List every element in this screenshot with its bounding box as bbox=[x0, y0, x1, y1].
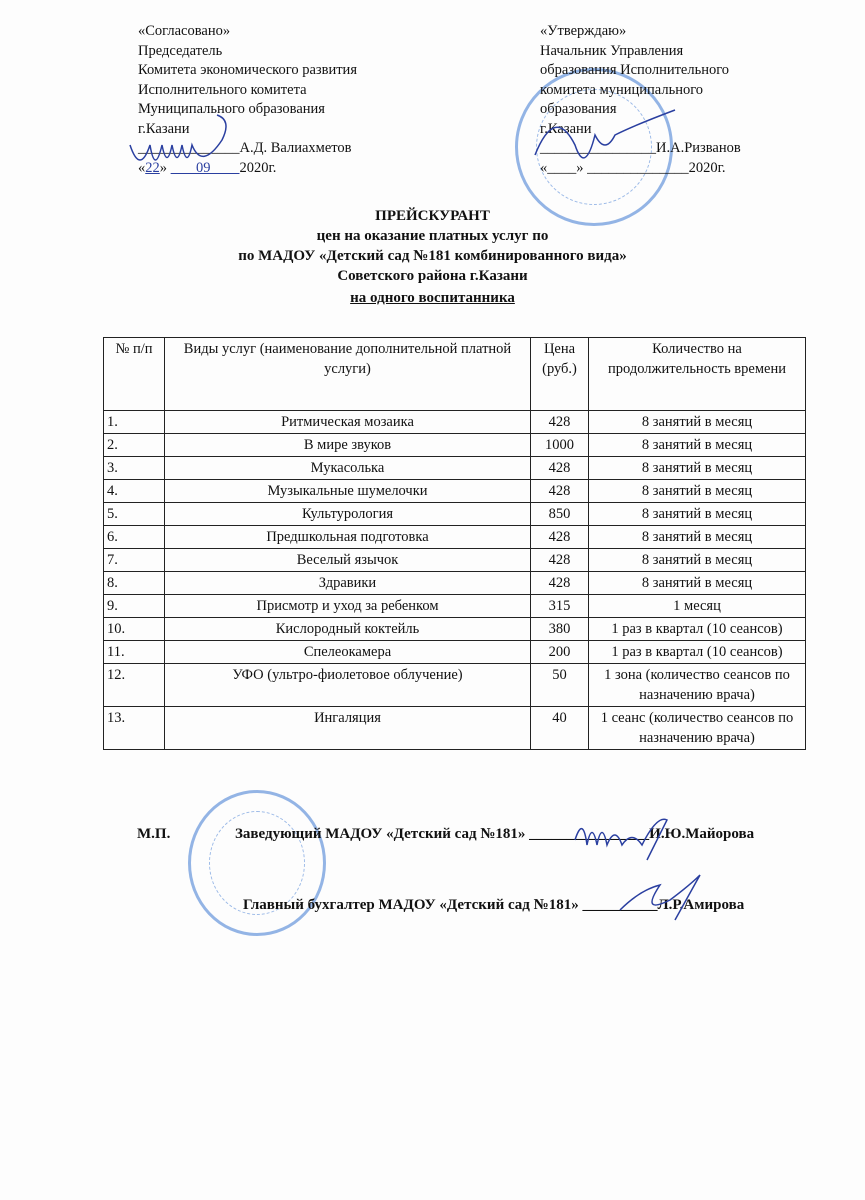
approval-line: г.Казани bbox=[138, 120, 190, 137]
head-signature-line: Заведующий МАДОУ «Детский сад №181» ________________И.Ю.Майорова bbox=[235, 826, 755, 842]
head-title: Заведующий МАДОУ «Детский сад №181» bbox=[235, 826, 526, 842]
row-number: 3. bbox=[104, 457, 165, 480]
header-service: Виды услуг (наименование дополнительной платной услуги) bbox=[165, 338, 531, 411]
approval-line: Председатель bbox=[138, 42, 223, 59]
row-duration: 8 занятий в месяц bbox=[589, 411, 806, 434]
table-row bbox=[104, 549, 806, 572]
table-row bbox=[104, 480, 806, 503]
approval-line: Начальник Управления bbox=[540, 42, 684, 59]
row-number: 9. bbox=[104, 595, 165, 618]
approval-date: «22» 09 2020г. bbox=[138, 159, 277, 176]
approval-line: Муниципального образования bbox=[138, 101, 325, 117]
header-duration: Количество на продолжительность времени bbox=[589, 338, 806, 411]
signature-accountant bbox=[615, 870, 705, 930]
signature-right bbox=[530, 115, 680, 175]
accountant-signature-line: Главный бухгалтер МАДОУ «Детский сад №181» __________Л.Р.Амирова bbox=[243, 897, 745, 913]
row-service: Мукасолька bbox=[165, 457, 531, 480]
approval-line: Исполнительного комитета bbox=[138, 81, 307, 98]
row-service: Ритмическая мозаика bbox=[165, 411, 531, 434]
row-price: 428 bbox=[531, 411, 589, 434]
signature-line: ______________А.Д. Валиахметов bbox=[138, 140, 352, 156]
row-price: 850 bbox=[531, 503, 589, 526]
row-service: Предшкольная подготовка bbox=[165, 526, 531, 549]
approval-line: образования Исполнительного bbox=[540, 62, 730, 78]
row-duration: 1 раз в квартал (10 сеансов) bbox=[589, 618, 806, 641]
document-title: ПРЕЙСКУРАНТ bbox=[375, 208, 490, 224]
row-duration: 8 занятий в месяц bbox=[589, 457, 806, 480]
row-number: 13. bbox=[104, 707, 165, 750]
row-price: 315 bbox=[531, 595, 589, 618]
row-number: 12. bbox=[104, 664, 165, 707]
header-price: Цена (руб.) bbox=[531, 338, 589, 411]
approval-line: комитета муниципального bbox=[540, 81, 704, 98]
header-number: № п/п bbox=[104, 338, 165, 411]
price-table bbox=[103, 337, 806, 750]
subtitle-line: Советского района г.Казани bbox=[337, 268, 528, 284]
row-duration: 8 занятий в месяц bbox=[589, 480, 806, 503]
table-row bbox=[104, 503, 806, 526]
row-service: Веселый язычок bbox=[165, 549, 531, 572]
table-row bbox=[104, 595, 806, 618]
row-number: 4. bbox=[104, 480, 165, 503]
row-duration: 8 занятий в месяц bbox=[589, 434, 806, 457]
row-duration: 8 занятий в месяц bbox=[589, 572, 806, 595]
row-price: 428 bbox=[531, 549, 589, 572]
row-duration: 1 сеанс (количество сеансов по назначению врача) bbox=[589, 707, 806, 750]
signature-left bbox=[125, 115, 245, 185]
row-service: Музыкальные шумелочки bbox=[165, 480, 531, 503]
row-service: Ингаляция bbox=[165, 707, 531, 750]
row-service: В мире звуков bbox=[165, 434, 531, 457]
subtitle-line: на одного воспитанника bbox=[350, 290, 515, 306]
stamp-kindergarten bbox=[188, 790, 326, 936]
row-duration: 1 зона (количество сеансов по назначению врача) bbox=[589, 664, 806, 707]
table-row bbox=[104, 526, 806, 549]
table-row bbox=[104, 457, 806, 480]
signer-name: И.А.Ризванов bbox=[656, 140, 741, 156]
row-number: 7. bbox=[104, 549, 165, 572]
table-row bbox=[104, 411, 806, 434]
date-day: 22 bbox=[145, 159, 160, 176]
row-price: 428 bbox=[531, 480, 589, 503]
table-row bbox=[104, 707, 806, 750]
row-price: 380 bbox=[531, 618, 589, 641]
approval-date: «____» ______________2020г. bbox=[540, 159, 726, 176]
row-number: 6. bbox=[104, 526, 165, 549]
row-price: 428 bbox=[531, 457, 589, 480]
row-number: 8. bbox=[104, 572, 165, 595]
row-service: Кислородный коктейль bbox=[165, 618, 531, 641]
row-price: 200 bbox=[531, 641, 589, 664]
table-row bbox=[104, 434, 806, 457]
row-service: Здравики bbox=[165, 572, 531, 595]
signature-head bbox=[570, 810, 680, 860]
row-service: Культурология bbox=[165, 503, 531, 526]
table-row bbox=[104, 572, 806, 595]
row-duration: 1 раз в квартал (10 сеансов) bbox=[589, 641, 806, 664]
row-price: 1000 bbox=[531, 434, 589, 457]
row-number: 11. bbox=[104, 641, 165, 664]
approval-line: г.Казани bbox=[540, 120, 592, 137]
row-duration: 8 занятий в месяц bbox=[589, 549, 806, 572]
date-year: 2020г. bbox=[239, 159, 277, 176]
row-price: 40 bbox=[531, 707, 589, 750]
head-name: И.Ю.Майорова bbox=[649, 826, 755, 842]
subtitle-line: цен на оказание платных услуг по bbox=[316, 228, 549, 244]
accountant-name: Л.Р.Амирова bbox=[657, 897, 745, 913]
table-row bbox=[104, 664, 806, 707]
row-number: 2. bbox=[104, 434, 165, 457]
approval-line: Комитета экономического развития bbox=[138, 62, 357, 78]
row-price: 428 bbox=[531, 572, 589, 595]
subtitle-line: по МАДОУ «Детский сад №181 комбинированного вида» bbox=[238, 248, 627, 264]
row-service: Присмотр и уход за ребенком bbox=[165, 595, 531, 618]
table-header-row bbox=[104, 338, 806, 411]
row-number: 5. bbox=[104, 503, 165, 526]
row-service: УФО (ультро-фиолетовое облучение) bbox=[165, 664, 531, 707]
row-price: 50 bbox=[531, 664, 589, 707]
row-price: 428 bbox=[531, 526, 589, 549]
row-duration: 8 занятий в месяц bbox=[589, 503, 806, 526]
signer-name: А.Д. Валиахметов bbox=[239, 140, 352, 156]
approval-line: образования bbox=[540, 101, 617, 117]
row-number: 10. bbox=[104, 618, 165, 641]
date-month: 09 bbox=[196, 159, 211, 176]
row-number: 1. bbox=[104, 411, 165, 434]
row-service: Спелеокамера bbox=[165, 641, 531, 664]
table-row bbox=[104, 641, 806, 664]
table-row bbox=[104, 618, 806, 641]
accountant-title: Главный бухгалтер МАДОУ «Детский сад №181» bbox=[243, 897, 579, 913]
approval-heading: «Согласовано» bbox=[138, 23, 231, 39]
signature-line: ________________И.А.Ризванов bbox=[540, 140, 741, 156]
row-duration: 8 занятий в месяц bbox=[589, 526, 806, 549]
approval-heading: «Утверждаю» bbox=[540, 23, 627, 39]
date-year: 2020г. bbox=[688, 159, 726, 176]
row-duration: 1 месяц bbox=[589, 595, 806, 618]
mp-label: М.П. bbox=[137, 826, 171, 842]
